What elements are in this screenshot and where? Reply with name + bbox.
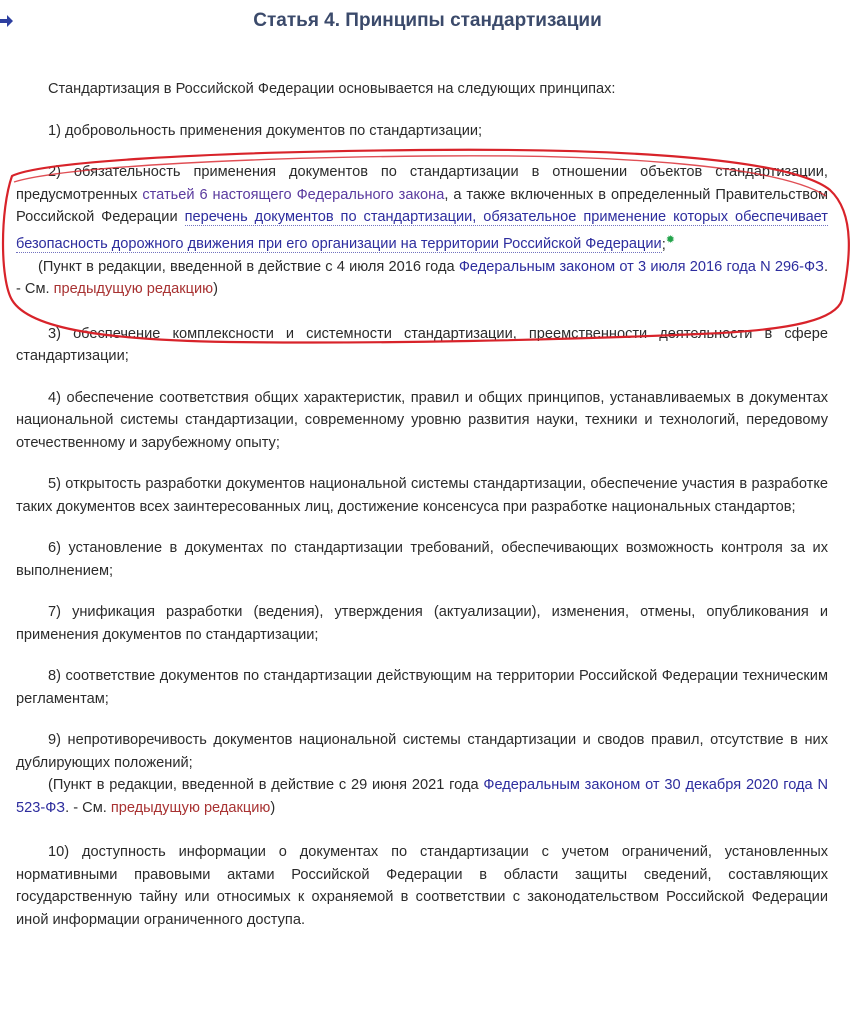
principle-2 — [16, 161, 828, 256]
article-6-link[interactable]: статьей 6 настоящего Федерального закона — [142, 186, 445, 203]
edition-note-2-end: ) — [270, 799, 276, 816]
principle-6: 6) установление в документах по стандартизации требований, обеспечивающих возможность контроля за их выполнением; — [16, 540, 828, 579]
edition-note-1-end: ) — [213, 281, 218, 298]
principle-2-text-mid: , а также включенных в определенный Правительством Российской Федерации — [16, 186, 828, 225]
pin-icon: ✹ — [665, 233, 675, 246]
article-body — [16, 78, 828, 950]
principle-10: 10) доступность информации о документах по стандартизации с учетом ограничений, установленных нормативными правовыми актами Российской Федерации в области защиты сведений, составляющих государственную тайну или относимых к охраняемой в соответствии с законодательством Российской Федерации иной информации ограниченного доступа. — [16, 844, 828, 928]
principle-2-text-start: 2) обязательность применения документов по стандартизации в отношении объектов стандартизации, предусмотренных — [16, 164, 828, 203]
edition-note-1-start: (Пункт в редакции, введенной в действие с 4 июля 2016 года — [38, 258, 459, 275]
road-safety-documents-list-link[interactable]: перечень документов по стандартизации, обязательное применение которых обеспечивает безопасность дорожного движения при его организации на территории Российской Федерации — [16, 209, 828, 253]
page-title: Статья 4. Принципы стандартизации — [253, 10, 602, 31]
principle-4: 4) обеспечение соответствия общих характеристик, правил и общих принципов, устанавливаемых в документах национальной системы стандартизации, современному уровню развития науки, техники и технологий, передовому отечественному и зарубежному опыту; — [16, 389, 828, 451]
principle-1: 1) добровольность применения документов по стандартизации; — [48, 122, 483, 139]
principle-8: 8) соответствие документов по стандартизации действующим на территории Российской Федерации техническим регламентам; — [16, 668, 828, 707]
edition-note-2-mid: . - См. — [65, 799, 111, 816]
edition-note-2 — [16, 774, 828, 819]
principle-9: 9) непротиворечивость документов национальной системы стандартизации и сводов правил, отсутствие в них дублирующих положений; — [16, 732, 828, 771]
previous-edition-link-2[interactable]: предыдущую редакцию — [110, 799, 271, 816]
federal-law-296-link[interactable]: Федеральным законом от 3 июля 2016 года N 296-ФЗ — [458, 258, 824, 275]
edition-note-1-mid: . - См. — [16, 258, 829, 298]
edition-note-2-start: (Пункт в редакции, введенной в действие с 29 июня 2021 года — [48, 777, 484, 794]
principle-2-text-end: ; — [661, 236, 666, 253]
principle-3: 3) обеспечение комплексности и системности стандартизации, преемственности деятельности в сфере стандартизации; — [16, 325, 828, 365]
principle-7: 7) унификация разработки (ведения), утверждения (актуализации), изменения, отмены, опубликования и применения документов по стандартизации; — [16, 604, 828, 643]
intro-paragraph: Стандартизация в Российской Федерации основывается на следующих принципах: — [48, 81, 616, 97]
principle-5: 5) открытость разработки документов национальной системы стандартизации, обеспечение участия в разработке таких документов всех заинтересованных лиц, достижение консенсуса при разработке национальных стандартов; — [16, 476, 828, 515]
previous-edition-link-1[interactable]: предыдущую редакцию — [53, 281, 214, 298]
edition-note-1 — [16, 256, 828, 301]
federal-law-523-link[interactable]: Федеральным законом от 30 декабря 2020 года N 523-ФЗ — [16, 777, 828, 816]
